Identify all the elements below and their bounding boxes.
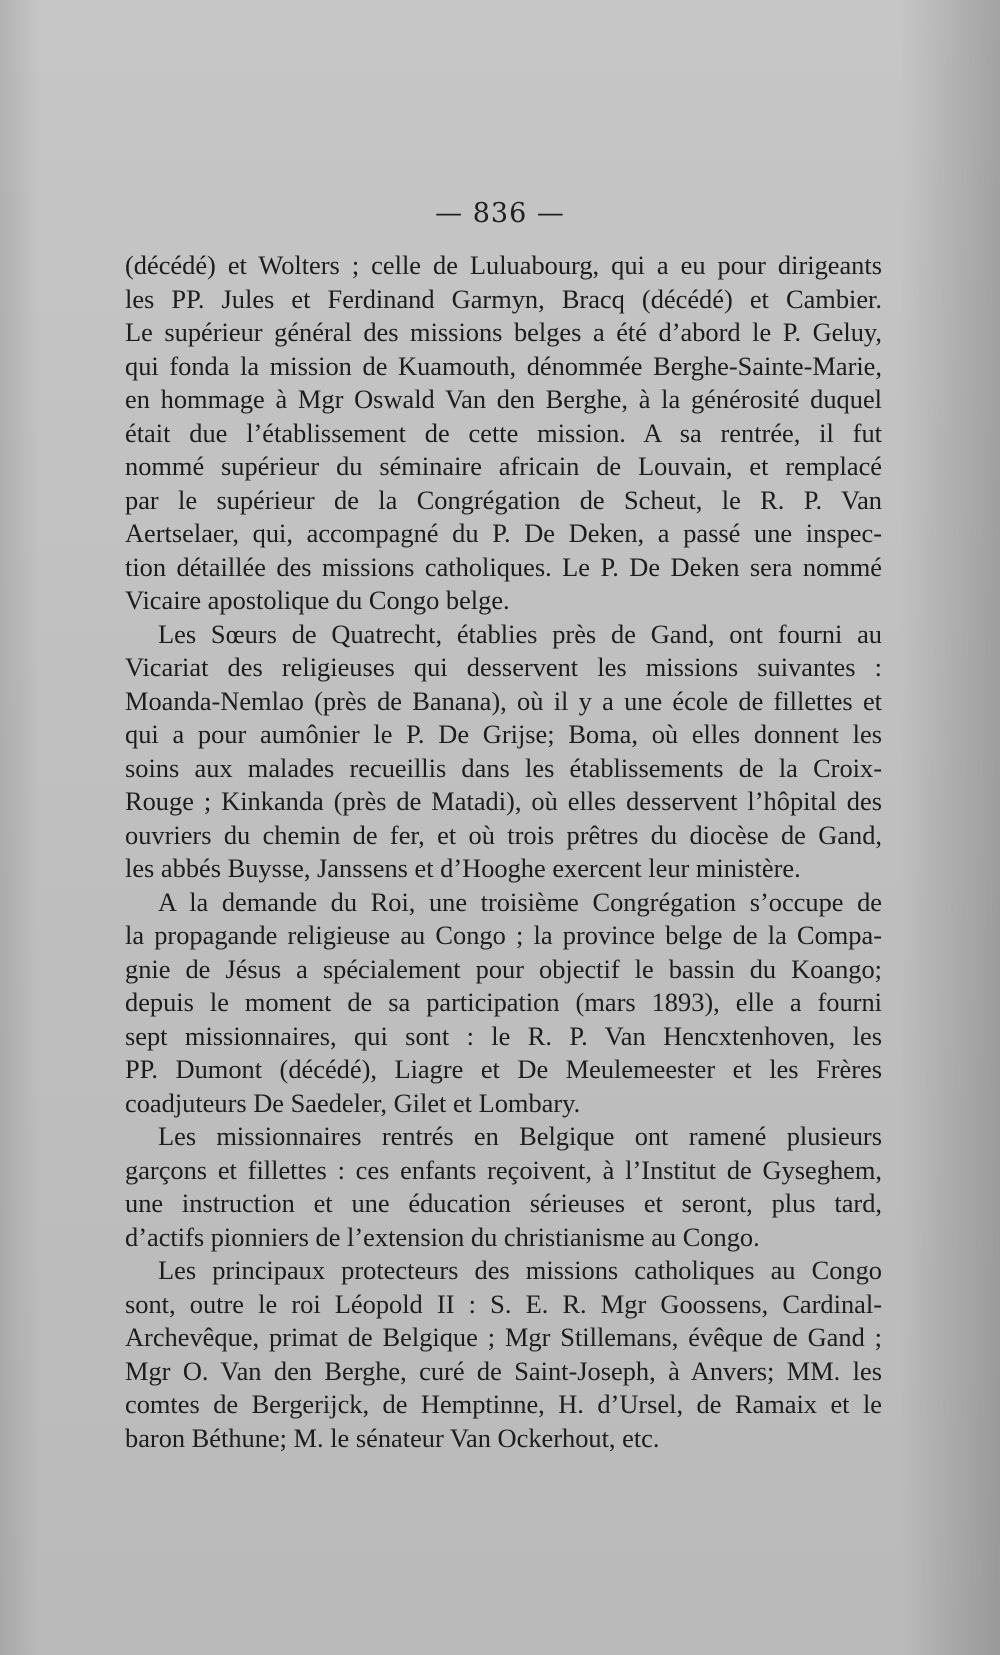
text-line: comtes de Bergerijck, de Hemptinne, H. d’Ursel, de Ramaix et le (125, 1389, 882, 1419)
text-line: Les Sœurs de Quatrecht, établies près de Gand, ont fourni au (158, 618, 882, 649)
text-line: qui fonda la mission de Kuamouth, dénommée Berghe-Sainte-Marie, (125, 350, 882, 381)
text-line: Moanda-Nemlao (près de Banana), où il y a une école de fillettes et (125, 685, 882, 716)
text-line: une instruction et une éducation sérieuses et seront, plus tard, (125, 1188, 882, 1218)
text-line: nommé supérieur du séminaire africain de Louvain, et remplacé (125, 451, 882, 481)
text-line: ouvriers du chemin de fer, et où trois prêtres du diocèse de Gand, (125, 819, 882, 850)
text-line: coadjuteurs De Saedeler, Gilet et Lombary. (125, 1087, 581, 1118)
text-line: les PP. Jules et Ferdinand Garmyn, Bracq (décédé) et Cambier. (125, 283, 882, 314)
text-line: (décédé) et Wolters ; celle de Luluabourg, qui a eu pour dirigeants (125, 250, 882, 280)
text-line: Aertselaer, qui, accompagné du P. De Deken, a passé une inspec- (125, 518, 882, 548)
text-line: sont, outre le roi Léopold II : S. E. R. Mgr Goossens, Cardinal- (125, 1288, 882, 1319)
text-line: sept missionnaires, qui sont : le R. P. Van Hencxtenhoven, les (125, 1020, 882, 1051)
paragraph-1 (125, 249, 882, 618)
text-line: Les missionnaires rentrés en Belgique ont ramené plusieurs (158, 1121, 882, 1151)
text-line: Archevêque, primat de Belgique ; Mgr Stillemans, évêque de Gand ; (125, 1322, 882, 1352)
text-line: qui a pour aumônier le P. De Grijse; Boma, où elles donnent les (125, 719, 882, 749)
text-line: d’actifs pionniers de l’extension du christianisme au Congo. (125, 1221, 760, 1252)
paragraph-3 (125, 886, 882, 1121)
text-line: Vicaire apostolique du Congo belge. (125, 585, 510, 615)
text-line: Les principaux protecteurs des missions catholiques au Congo (158, 1255, 882, 1285)
paragraph-4 (125, 1120, 882, 1254)
text-line: Vicariat des religieuses qui desservent les missions suivantes : (125, 652, 882, 682)
text-line: baron Béthune; M. le sénateur Van Ockerhout, etc. (125, 1422, 660, 1453)
text-line: depuis le moment de sa participation (mars 1893), elle a fourni (125, 987, 882, 1017)
text-line: PP. Dumont (décédé), Liagre et De Meulemeester et les Frères (125, 1054, 882, 1084)
text-line: les abbés Buysse, Janssens et d’Hooghe exercent leur ministère. (125, 853, 801, 883)
paragraph-5 (125, 1254, 882, 1455)
text-line: Rouge ; Kinkanda (près de Matadi), où elles desservent l’hôpital des (125, 786, 882, 816)
text-line: gnie de Jésus a spécialement pour objectif le bassin du Koango; (125, 953, 882, 984)
page-number: — 836 — (435, 198, 565, 229)
text-line: Mgr O. Van den Berghe, curé de Saint-Joseph, à Anvers; MM. les (125, 1355, 882, 1386)
text-line: A la demande du Roi, une troisième Congrégation s’occupe de (158, 886, 882, 917)
text-line: soins aux malades recueillis dans les établissements de la Croix- (125, 752, 882, 783)
paragraph-2 (125, 618, 882, 886)
text-line: par le supérieur de la Congrégation de Scheut, le R. P. Van (125, 484, 882, 515)
text-line: garçons et fillettes : ces enfants reçoivent, à l’Institut de Gyseghem, (125, 1154, 882, 1185)
text-line: était due l’établissement de cette mission. A sa rentrée, il fut (125, 417, 882, 448)
body-text (125, 249, 882, 1455)
text-line: la propagande religieuse au Congo ; la province belge de la Compa- (125, 920, 882, 950)
text-line: tion détaillée des missions catholiques. Le P. De Deken sera nommé (125, 551, 882, 582)
text-line: en hommage à Mgr Oswald Van den Berghe, à la générosité duquel (125, 384, 882, 414)
text-line: Le supérieur général des missions belges a été d’abord le P. Geluy, (125, 317, 882, 347)
